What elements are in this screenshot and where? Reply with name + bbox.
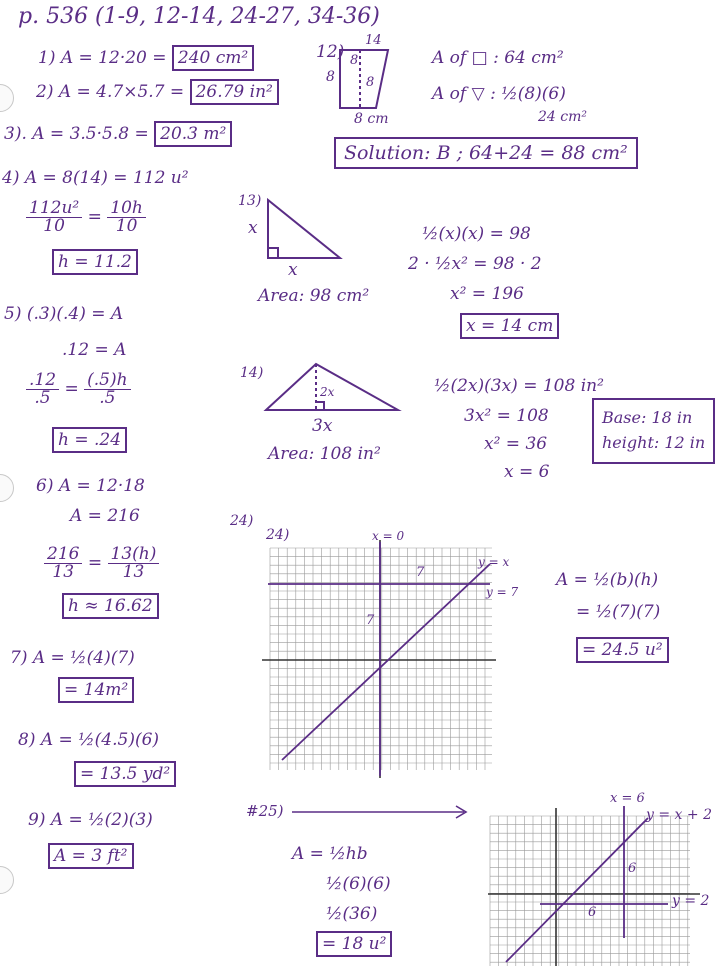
problem-24-answer-wrap xyxy=(576,642,669,659)
problem-6-answer-wrap xyxy=(62,598,159,615)
fraction-denominator: 13 xyxy=(122,562,145,582)
problem-6-line1: 6) A = 12·18 xyxy=(36,476,145,496)
problem-12-fig-top: 14 xyxy=(365,33,382,48)
problem-4-answer-wrap xyxy=(52,254,138,271)
problem-1-work: 1) A = 12·20 = xyxy=(38,48,167,68)
problem-12-solution: Solution: B ; 64+24 = 88 cm² xyxy=(334,137,638,169)
problem-14-answer-box xyxy=(592,398,715,464)
problem-8-answer-wrap xyxy=(74,766,176,783)
problem-12-label: 12) xyxy=(316,42,345,62)
problem-4-answer: h = 11.2 xyxy=(52,249,138,275)
problem-13-answer: x = 14 cm xyxy=(460,313,559,339)
problem-2 xyxy=(36,84,279,101)
fraction-numerator: 216 xyxy=(44,546,82,564)
fraction-numerator: (.5)h xyxy=(84,372,130,390)
problem-1 xyxy=(38,50,254,67)
problem-14-line2: 3x² = 108 xyxy=(464,406,549,426)
fraction-numerator: .12 xyxy=(26,372,59,390)
problem-13-label: 13) xyxy=(238,193,262,209)
problem-8-work: 8) A = ½(4.5)(6) xyxy=(18,730,160,750)
problem-24-line2: = ½(7)(7) xyxy=(576,602,661,622)
problem-24-label-yx: y = x xyxy=(478,555,510,569)
problem-12-fig-inner2: 8 xyxy=(366,75,375,90)
problem-25-line1: A = ½hb xyxy=(292,844,368,864)
problem-13-fig-side: x xyxy=(248,218,258,238)
problem-9-work: 9) A = ½(2)(3) xyxy=(28,810,153,830)
problem-25-label-yx2: y = x + 2 xyxy=(646,807,712,823)
problem-24-line1: A = ½(b)(h) xyxy=(556,570,659,590)
problem-25-answer: = 18 u² xyxy=(316,931,392,957)
problem-24-label-seven-left: 7 xyxy=(366,613,375,628)
problem-12-line1: A of □ : 64 cm² xyxy=(432,48,564,68)
problem-8-answer: = 13.5 yd² xyxy=(74,761,176,787)
binder-hole xyxy=(0,866,14,894)
fraction-denominator: .5 xyxy=(34,388,51,408)
problem-12-fig-left: 8 xyxy=(326,69,335,85)
problem-4-line1: 4) A = 8(14) = 112 u² xyxy=(2,168,189,188)
problem-25-line3: ½(36) xyxy=(326,904,378,924)
fraction-numerator: 13(h) xyxy=(108,546,160,564)
problem-2-answer: 26.79 in² xyxy=(190,79,279,105)
problem-25-label-six-bottom: 6 xyxy=(588,905,597,920)
problem-6-line2: A = 216 xyxy=(70,506,140,526)
problem-24-label-2: 24) xyxy=(266,527,290,543)
fraction-denominator: 10 xyxy=(43,216,65,236)
problem-12-fig-inner1: 8 xyxy=(350,53,359,68)
problem-25-label: #25) xyxy=(246,802,284,820)
problem-24-label-seven-top: 7 xyxy=(416,565,425,580)
problem-3 xyxy=(4,126,232,143)
problem-13-line2: 2 · ½x² = 98 · 2 xyxy=(408,254,542,274)
problem-3-work: 3). A = 3.5·5.8 = xyxy=(4,124,149,144)
problem-14-area: Area: 108 in² xyxy=(268,444,381,464)
problem-14-line3: x² = 36 xyxy=(484,434,548,454)
equals-sign: = xyxy=(87,207,102,227)
problem-1-answer: 240 cm² xyxy=(172,45,254,71)
problem-13-answer-wrap xyxy=(460,318,559,335)
problem-25-label-x6: x = 6 xyxy=(610,791,645,806)
problem-7-answer: = 14m² xyxy=(58,677,134,703)
problem-2-work: 2) A = 4.7×5.7 = xyxy=(36,82,185,102)
problem-5-line2: .12 = A xyxy=(62,340,127,360)
fraction-numerator: 10h xyxy=(107,200,146,218)
problem-5-line1: 5) (.3)(.4) = A xyxy=(4,304,124,324)
problem-24-label-y7: y = 7 xyxy=(486,585,519,599)
problem-9-answer-wrap xyxy=(48,848,134,865)
equals-sign: = xyxy=(87,553,103,573)
problem-5-answer: h = .24 xyxy=(52,427,127,453)
problem-13-fig-base: x xyxy=(288,260,298,280)
fraction-denominator: 10 xyxy=(115,216,138,236)
problem-14-fig-base: 3x xyxy=(312,416,333,436)
problem-7-work: 7) A = ½(4)(7) xyxy=(10,648,135,668)
problem-12-fig-bottom: 8 cm xyxy=(354,111,389,127)
problem-5-answer-wrap xyxy=(52,432,127,449)
problem-14-fig-height: 2x xyxy=(320,385,335,399)
binder-hole xyxy=(0,84,14,112)
problem-24-answer: = 24.5 u² xyxy=(576,637,669,663)
fraction-denominator: .5 xyxy=(99,388,116,408)
problem-14-answer-height: height: 12 in xyxy=(602,432,706,452)
problem-14-answer-base: Base: 18 in xyxy=(602,408,693,427)
problem-4-equation xyxy=(26,200,146,235)
problem-12-line3: 24 cm² xyxy=(538,109,587,125)
problem-9-answer: A = 3 ft² xyxy=(48,843,134,869)
problem-25-label-y2: y = 2 xyxy=(672,893,710,909)
problem-25-label-six-right: 6 xyxy=(628,861,637,876)
problem-14-label: 14) xyxy=(240,365,264,381)
problem-6-answer: h ≈ 16.62 xyxy=(62,593,159,619)
problem-13-line1: ½(x)(x) = 98 xyxy=(422,224,531,244)
problem-12-line2: A of ▽ : ½(8)(6) xyxy=(432,84,566,104)
problem-14-line1: ½(2x)(3x) = 108 in² xyxy=(434,376,604,396)
problem-24-label-x0: x = 0 xyxy=(372,529,405,543)
equals-sign: = xyxy=(64,379,79,399)
fraction-numerator: 112u² xyxy=(26,200,82,218)
binder-hole xyxy=(0,474,14,502)
problem-13-line3: x² = 196 xyxy=(450,284,524,304)
problem-5-equation xyxy=(26,372,131,407)
problem-6-equation xyxy=(44,546,159,581)
problem-25-answer-wrap xyxy=(316,936,392,953)
problem-14-line4: x = 6 xyxy=(504,462,550,482)
problem-12-solution-wrap xyxy=(334,144,638,163)
problem-7-answer-wrap xyxy=(58,682,134,699)
page-header: p. 536 (1-9, 12-14, 24-27, 34-36) xyxy=(18,4,380,29)
problem-13-area: Area: 98 cm² xyxy=(258,286,370,306)
problem-3-answer: 20.3 m² xyxy=(154,121,232,147)
problem-25-line2: ½(6)(6) xyxy=(326,874,391,894)
problem-24-label: 24) xyxy=(230,513,254,529)
fraction-denominator: 13 xyxy=(52,562,75,582)
